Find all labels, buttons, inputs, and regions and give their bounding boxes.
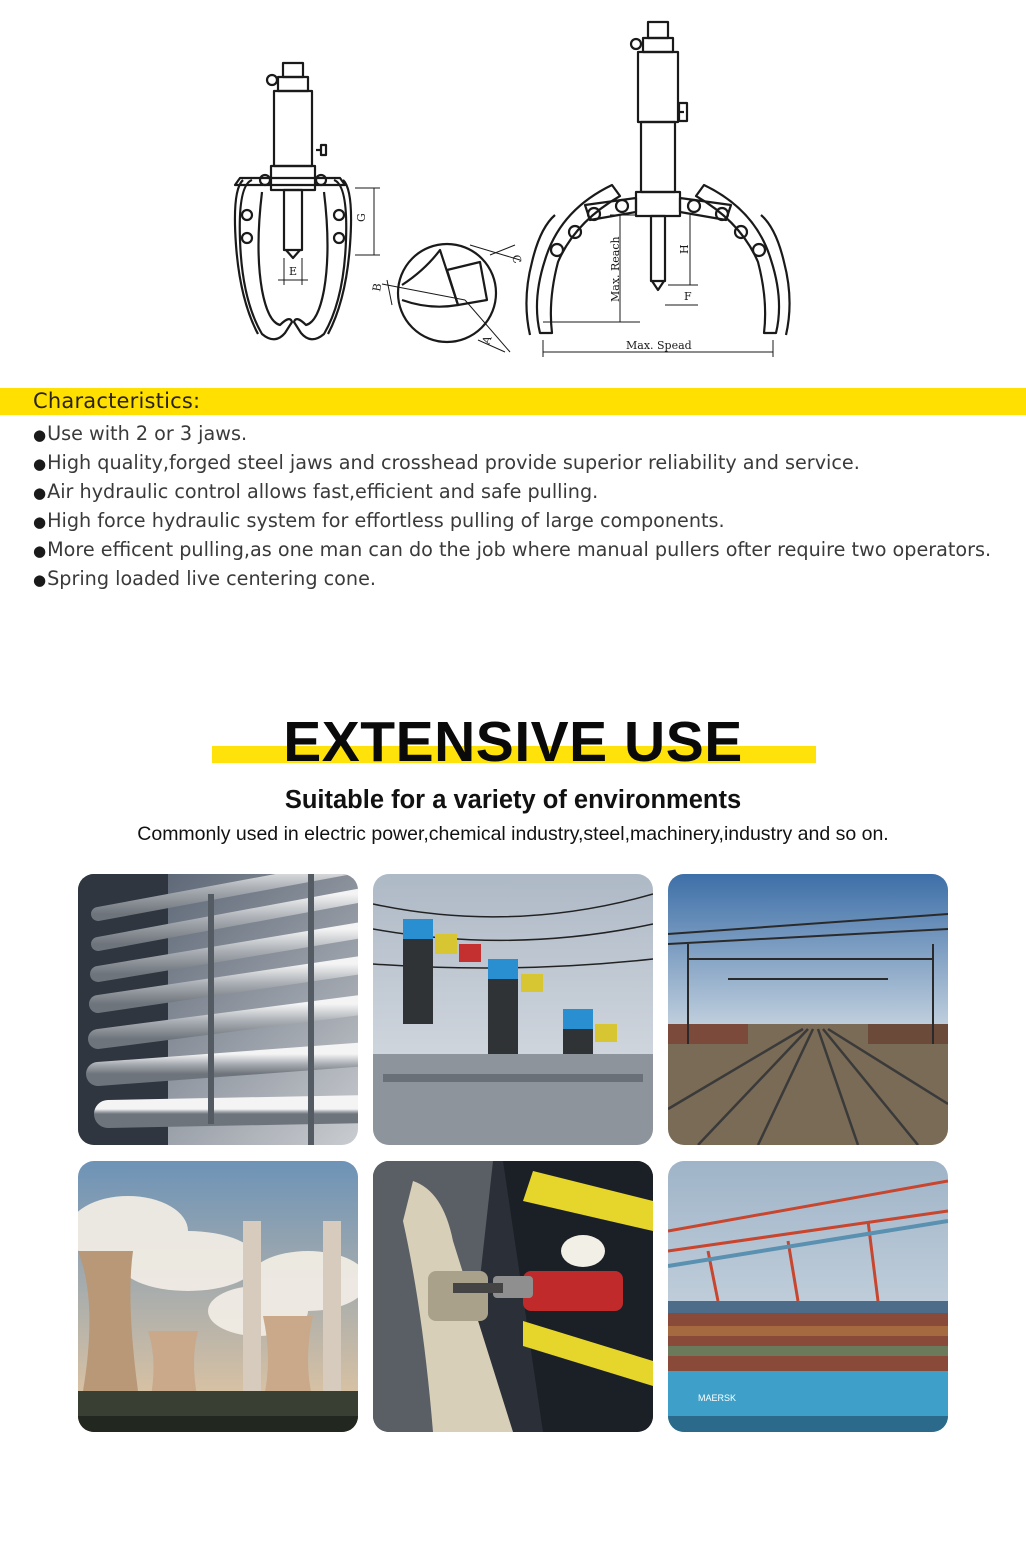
list-item: ●More efficent pulling,as one man can do the job where manual pullers ofter require two operators. (33, 538, 992, 561)
photo-port-ship (668, 1161, 948, 1432)
extensive-use-description: Commonly used in electric power,chemical industry,steel,machinery,industry and so on. (137, 823, 889, 845)
dim-label-max-reach: Max. Reach (609, 236, 622, 302)
dim-label-c: C (509, 253, 524, 265)
dim-label-a: A (479, 334, 495, 347)
extensive-use-title: EXTENSIVE USE (283, 710, 743, 774)
dim-label-e: E (289, 265, 298, 278)
bullet-icon: ● (33, 571, 47, 589)
list-item: ●High quality,forged steel jaws and crosshead provide superior reliability and service. (33, 451, 860, 474)
photo-pipes (78, 874, 358, 1145)
dim-label-h: H (678, 244, 691, 254)
photo-insulators (373, 874, 653, 1145)
bullet-icon: ● (33, 455, 47, 473)
dim-label-f: F (684, 290, 692, 303)
list-item: ●Spring loaded live centering cone. (33, 567, 376, 590)
bullet-icon: ● (33, 484, 47, 502)
jaw-detail-drawing (382, 244, 520, 352)
bullet-icon: ● (33, 426, 47, 444)
ship-name: MAERSK (698, 1393, 737, 1403)
bullet-icon: ● (33, 513, 47, 531)
photo-power-plant (78, 1161, 358, 1432)
large-puller-drawing (526, 22, 789, 335)
characteristics-heading: Characteristics: (33, 389, 201, 413)
small-puller-drawing (235, 63, 351, 339)
extensive-use-subtitle: Suitable for a variety of environments (284, 786, 742, 814)
list-item: ●Use with 2 or 3 jaws. (33, 422, 248, 445)
list-item: ●High force hydraulic system for effortless pulling of large components. (33, 509, 725, 532)
dim-label-max-spead: Max. Spead (626, 339, 692, 352)
list-item: ●Air hydraulic control allows fast,efficient and safe pulling. (33, 480, 599, 503)
puller-diagram (0, 0, 1026, 380)
photo-railway (668, 874, 948, 1145)
bullet-icon: ● (33, 542, 47, 560)
dim-label-b: B (370, 282, 385, 293)
characteristics-list (33, 419, 991, 593)
photo-rescue-tool (373, 1161, 653, 1432)
dim-label-g: G (355, 213, 368, 222)
